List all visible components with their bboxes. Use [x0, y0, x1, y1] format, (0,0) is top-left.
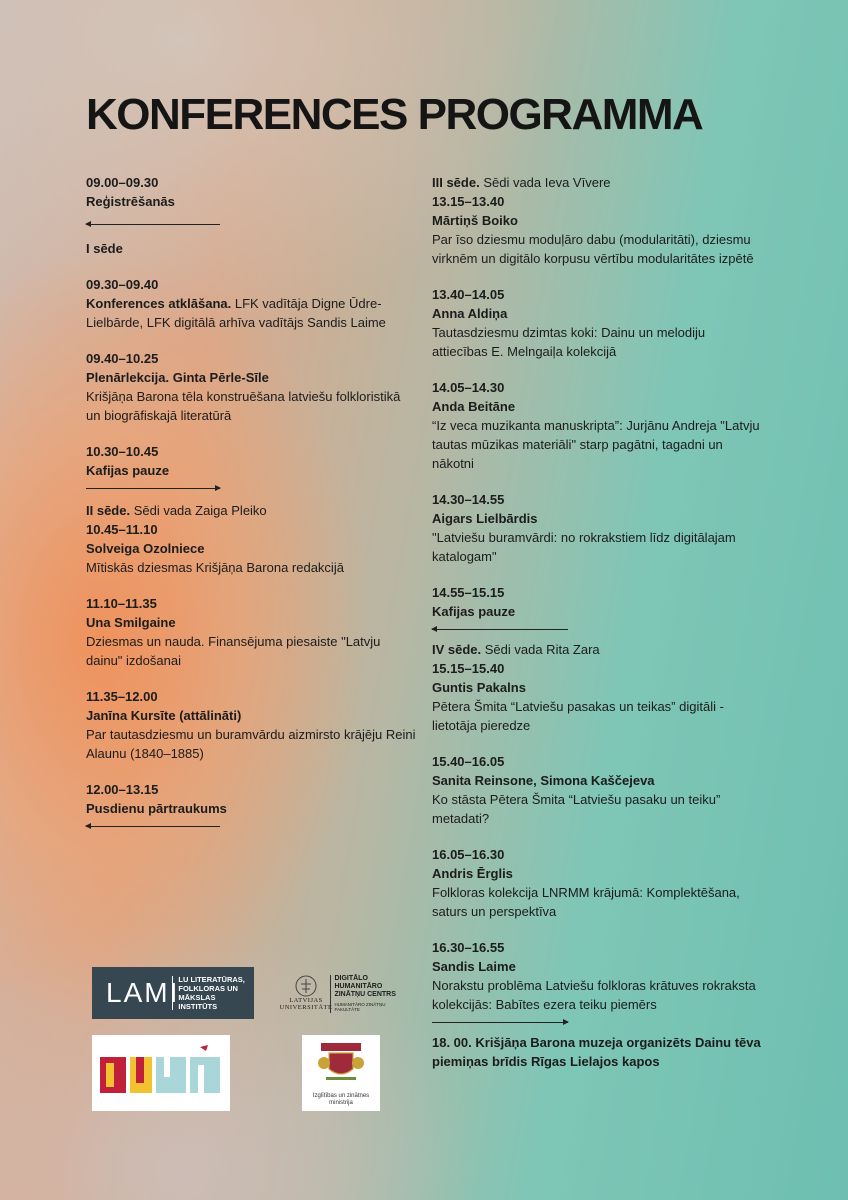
- coat-of-arms-icon: [302, 1035, 380, 1091]
- talk-title: Norakstu problēma Latviešu folkloras krātuves rokraksta kolekcijās: Babītes ezera teiku piemērs: [432, 978, 756, 1012]
- talk-title: Pētera Šmita “Latviešu pasakas un teikas” digitāli - lietotāja pieredze: [432, 699, 724, 733]
- time-slot: 13.40–14.05: [432, 287, 505, 302]
- program-item: [86, 442, 416, 480]
- program-item: [86, 780, 416, 818]
- talk-title: Par tautasdziesmu un buramvārdu aizmirsto krājēju Reini Alaunu (1840–1885): [86, 727, 416, 761]
- program-item: [432, 583, 762, 621]
- divider-arrow: [86, 488, 220, 489]
- speaker-name: Sandis Laime: [432, 959, 516, 974]
- event-text: LFK vadītāja Digne Ūdre-Lielbārde, LFK digitālā arhīva vadītājs Sandis Laime: [86, 296, 386, 330]
- time-slot: 10.45–11.10: [86, 522, 158, 537]
- talk-title: Krišjāņa Barona tēla konstruēšana latviešu folkloristikā un biogrāfiskajā literatūrā: [86, 389, 401, 423]
- talk-title: Tautasdziesmu dzimtas koki: Dainu un melodiju attiecības E. Melngaiļa kolekcijā: [432, 325, 706, 359]
- closing-event: 18. 00. Krišjāņa Barona muzeja organizēts Dainu tēva piemiņas brīdis Rīgas Lielajos kapos: [432, 1035, 761, 1069]
- program-item: [432, 938, 762, 1014]
- talk-title: Par īso dziesmu moduļāro dabu (modularitāti), dziesmu virknēm un digitālo korpusu vērtību modularitātes izpētē: [432, 232, 754, 266]
- session-heading: II sēde. Sēdi vada Zaiga Pleiko: [86, 503, 267, 518]
- program-item: [432, 659, 762, 735]
- time-slot: 09.40–10.25: [86, 351, 159, 366]
- left-column: [86, 173, 416, 841]
- program-item: [86, 173, 416, 211]
- time-slot: 09.30–09.40: [86, 277, 159, 292]
- university-emblem-icon: [295, 975, 317, 997]
- session-heading: III sēde. Sēdi vada Ieva Vīvere: [432, 175, 611, 190]
- page-title: KONFERENCES PROGRAMMA: [86, 90, 703, 139]
- talk-title: "Latviešu buramvārdi: no rokrakstiem līdz digitālajam katalogam": [432, 530, 736, 564]
- program-item: [432, 192, 762, 268]
- time-slot: 12.00–13.15: [86, 782, 159, 797]
- event-label: Konferences atklāšana.: [86, 296, 232, 311]
- speaker-name: Guntis Pakalns: [432, 680, 526, 695]
- speaker-name: Aigars Lielbārdis: [432, 511, 538, 526]
- session-heading: I sēde: [86, 241, 123, 256]
- time-slot: 15.15–15.40: [432, 661, 505, 676]
- talk-title: “Iz veca muzikanta manuskripta”: Jurjānu Andreja "Latvju tautas mūzikas materiāli" starp pagātni, tagadni un nākotni: [432, 418, 760, 471]
- time-slot: 16.30–16.55: [432, 940, 505, 955]
- event-label: Reģistrēšanās: [86, 194, 175, 209]
- program-item: [432, 490, 762, 566]
- talk-title: Dziesmas un nauda. Finansējuma piesaiste "Latvju dainu" izdošanai: [86, 634, 381, 668]
- right-column: [432, 173, 762, 1071]
- lu-dhzc-logo: LATVIJAS UNIVERSITĀTE DIGITĀLO HUMANITĀRO ZINĀTŅU CENTRS HUMANITĀRO ZINĀTŅU FAKULTĀTE: [279, 975, 396, 1012]
- time-slot: 11.10–11.35: [86, 596, 157, 611]
- speaker-name: Anna Aldiņa: [432, 306, 508, 321]
- time-slot: 16.05–16.30: [432, 847, 505, 862]
- izm-logo: Izglītības un zinātnes ministrija: [302, 1035, 380, 1111]
- speaker-name: Sanita Reinsone, Simona Kaščejeva: [432, 773, 655, 788]
- program-item: [86, 594, 416, 670]
- time-slot: 10.30–10.45: [86, 444, 159, 459]
- program-item: [432, 752, 762, 828]
- speaker-name: Mārtiņš Boiko: [432, 213, 518, 228]
- speaker-name: Andris Ērglis: [432, 866, 513, 881]
- time-slot: 09.00–09.30: [86, 175, 159, 190]
- time-slot: 11.35–12.00: [86, 689, 158, 704]
- divider-arrow: [86, 826, 220, 827]
- speaker-name: Janīna Kursīte (attālināti): [86, 708, 242, 723]
- program-item: [86, 349, 416, 425]
- lami-logo: LAMI LU LITERATŪRAS, FOLKLORAS UN MĀKSLAS INSTITŪTS: [92, 967, 254, 1019]
- event-label: Kafijas pauze: [86, 463, 170, 478]
- program-item: [86, 275, 416, 332]
- speaker-name: Una Smilgaine: [86, 615, 176, 630]
- time-slot: 14.55–15.15: [432, 585, 505, 600]
- divider-arrow: [86, 224, 220, 225]
- time-slot: 13.15–13.40: [432, 194, 505, 209]
- talk-title: Ko stāsta Pētera Šmita “Latviešu pasaku un teiku” metadati?: [432, 792, 721, 826]
- speaker-name: Plenārlekcija. Ginta Pērle-Sīle: [86, 370, 269, 385]
- time-slot: 14.05–14.30: [432, 380, 505, 395]
- speaker-name: Solveiga Ozolniece: [86, 541, 205, 556]
- speaker-name: Anda Beitāne: [432, 399, 516, 414]
- program-item: [86, 520, 416, 577]
- time-slot: 15.40–16.05: [432, 754, 505, 769]
- time-slot: 14.30–14.55: [432, 492, 505, 507]
- program-item: [86, 687, 416, 763]
- program-item: [432, 845, 762, 921]
- dhh-logo-icon: [92, 1035, 230, 1111]
- event-label: Kafijas pauze: [432, 604, 516, 619]
- program-item: [432, 285, 762, 361]
- talk-title: Mītiskās dziesmas Krišjāņa Barona redakcijā: [86, 560, 344, 575]
- divider-arrow: [432, 1022, 568, 1023]
- divider-arrow: [432, 629, 568, 630]
- talk-title: Folkloras kolekcija LNRMM krājumā: Komplektēšana, saturs un perspektīva: [432, 885, 740, 919]
- dhh-logo: [92, 1035, 230, 1111]
- program-item: [432, 378, 762, 473]
- event-label: Pusdienu pārtraukums: [86, 801, 227, 816]
- session-heading: IV sēde. Sēdi vada Rita Zara: [432, 642, 600, 657]
